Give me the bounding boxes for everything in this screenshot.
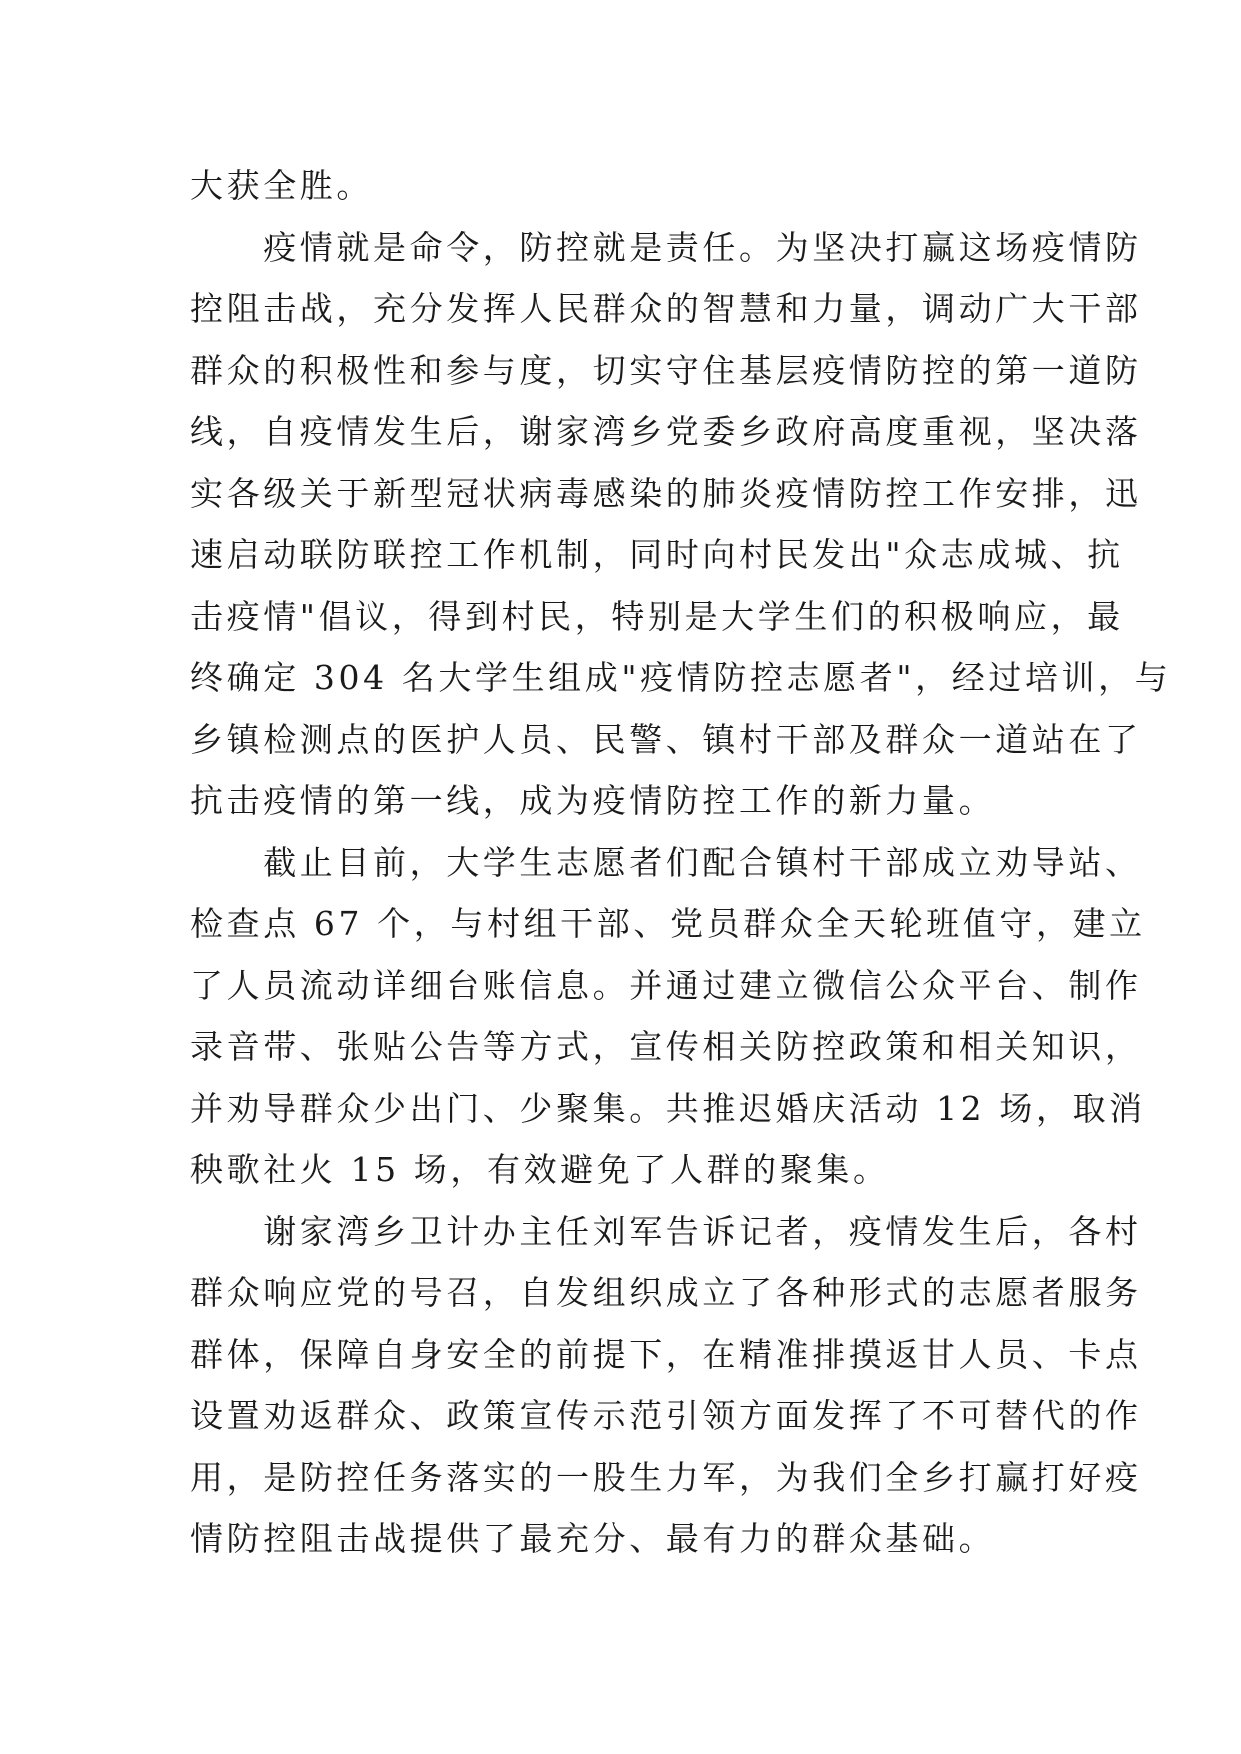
text-line: 情防控阻击战提供了最充分、最有力的群众基础。 [190,1519,996,1558]
text-line: 截止目前，大学生志愿者们配合镇村干部成立劝导站、 [190,842,1142,882]
text-line: 用，是防控任务落实的一股生力军，为我们全乡打赢打好疫 [190,1457,1142,1497]
text-line: 群众响应党的号召，自发组织成立了各种形式的志愿者服务 [190,1273,1142,1312]
text-line: 击疫情"倡议，得到村民，特别是大学生们的积极响应，最 [190,596,1124,636]
text-line: 疫情就是命令，防控就是责任。为坚决打赢这场疫情防 [190,227,1142,267]
text-line: 设置劝返群众、政策宣传示范引领方面发挥了不可替代的作 [190,1396,1142,1435]
text-line: 控阻击战，充分发挥人民群众的智慧和力量，调动广大干部 [190,289,1142,328]
text-line: 谢家湾乡卫计办主任刘军告诉记者，疫情发生后，各村 [190,1211,1142,1251]
text-line: 了人员流动详细台账信息。并通过建立微信公众平台、制作 [190,965,1142,1005]
text-line: 群众的积极性和参与度，切实守住基层疫情防控的第一道防 [190,350,1142,390]
document-body [190,155,1172,1570]
text-line: 秧歌社火 15 场，有效避免了人群的聚集。 [190,1150,890,1189]
text-line: 大获全胜。 [190,166,373,205]
text-line: 并劝导群众少出门、少聚集。共推迟婚庆活动 12 场，取消 [190,1088,1146,1128]
text-line: 抗击疫情的第一线，成为疫情防控工作的新力量。 [190,781,996,820]
text-line: 速启动联防联控工作机制，同时向村民发出"众志成城、抗 [190,535,1124,574]
text-line: 终确定 304 名大学生组成"疫情防控志愿者"，经过培训，与 [190,658,1172,697]
text-line: 实各级关于新型冠状病毒感染的肺炎疫情防控工作安排，迅 [190,473,1142,513]
text-line: 线，自疫情发生后，谢家湾乡党委乡政府高度重视，坚决落 [190,412,1142,451]
text-line: 录音带、张贴公告等方式，宣传相关防控政策和相关知识， [190,1027,1142,1066]
text-line: 检查点 67 个，与村组干部、党员群众全天轮班值守，建立 [190,904,1146,943]
text-line: 群体，保障自身安全的前提下，在精准排摸返甘人员、卡点 [190,1334,1142,1374]
text-line: 乡镇检测点的医护人员、民警、镇村干部及群众一道站在了 [190,719,1142,759]
